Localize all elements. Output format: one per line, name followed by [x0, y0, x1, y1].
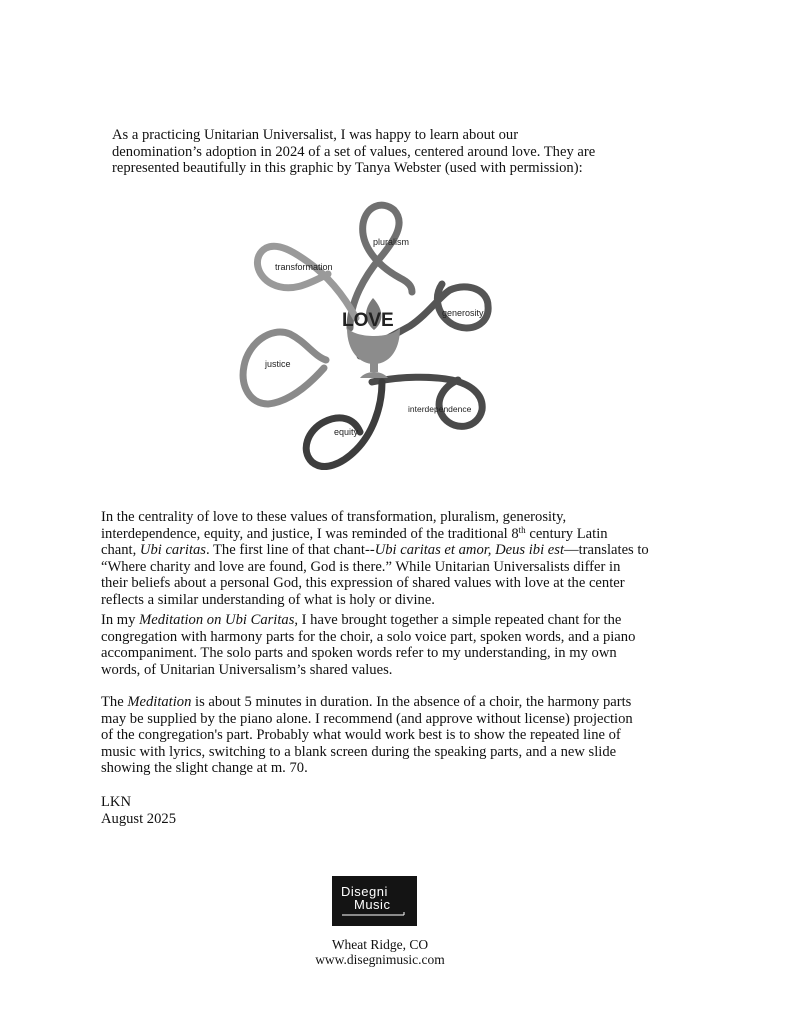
- svg-text:Music: Music: [354, 897, 391, 912]
- svg-text:Disegni: Disegni: [341, 884, 388, 899]
- intro-line: As a practicing Unitarian Universalist, I was happy to learn about our: [112, 127, 519, 143]
- value-label-equity: equity: [334, 427, 359, 437]
- value-label-pluralism: pluralism: [373, 237, 410, 247]
- value-label-transformation: transformation: [275, 262, 333, 272]
- publisher-website[interactable]: www.disegnimusic.com: [315, 952, 445, 967]
- paragraph-ubi-caritas: [101, 509, 701, 608]
- author-initials: LKN: [101, 794, 131, 810]
- text-line: may be supplied by the piano alone. I recommend (and approve without license) projection: [101, 710, 633, 727]
- text-line: music with lyrics, switching to a blank screen during the speaking parts, and a new slide: [101, 743, 617, 760]
- publisher-footer: [260, 937, 500, 967]
- text-line: interdependence, equity, and justice, I was reminded of the traditional 8th century Latin: [101, 524, 608, 542]
- uu-values-graphic: [232, 196, 504, 480]
- text-line: The Meditation is about 5 minutes in duration. In the absence of a choir, the harmony parts: [101, 694, 632, 710]
- text-line: “Where charity and love are found, God is there.” While Unitarian Universalists differ in: [101, 558, 621, 575]
- intro-line: represented beautifully in this graphic by Tanya Webster (used with permission):: [112, 160, 583, 176]
- text-line: In my Meditation on Ubi Caritas, I have brought together a simple repeated chant for the: [101, 612, 622, 628]
- text-line: congregation with harmony parts for the choir, a solo voice part, spoken words, and a piano: [101, 628, 636, 645]
- text-line: chant, Ubi caritas. The first line of that chant--Ubi caritas et amor, Deus ibi est—translates to: [101, 542, 649, 558]
- paragraph-duration: [101, 694, 701, 777]
- intro-paragraph: [112, 127, 672, 177]
- disegni-music-logo: [332, 876, 417, 926]
- value-label-interdependence: interdependence: [408, 404, 472, 414]
- text-line: accompaniment. The solo parts and spoken words refer to my understanding, in my own: [101, 645, 617, 661]
- text-line: their beliefs about a personal God, this expression of shared values with love at the center: [101, 575, 625, 591]
- text-line: reflects a similar understanding of what is holy or divine.: [101, 591, 435, 608]
- text-line: In the centrality of love to these values of transformation, pluralism, generosity,: [101, 509, 567, 525]
- paragraph-meditation: [101, 612, 701, 678]
- love-label: LOVE: [342, 310, 394, 331]
- signature-date: August 2025: [101, 810, 176, 827]
- intro-line: denomination’s adoption in 2024 of a set of values, centered around love. They are: [112, 143, 596, 160]
- text-line: showing the slight change at m. 70.: [101, 760, 308, 776]
- text-line: of the congregation's part. Probably what would work best is to show the repeated line of: [101, 727, 621, 743]
- value-label-generosity: generosity: [442, 308, 484, 318]
- text-line: words, of Unitarian Universalism’s shared values.: [101, 661, 393, 678]
- value-label-justice: justice: [265, 359, 291, 369]
- publisher-location: Wheat Ridge, CO: [331, 937, 429, 952]
- transformation-petal: [257, 246, 356, 318]
- signature-block: [101, 794, 301, 827]
